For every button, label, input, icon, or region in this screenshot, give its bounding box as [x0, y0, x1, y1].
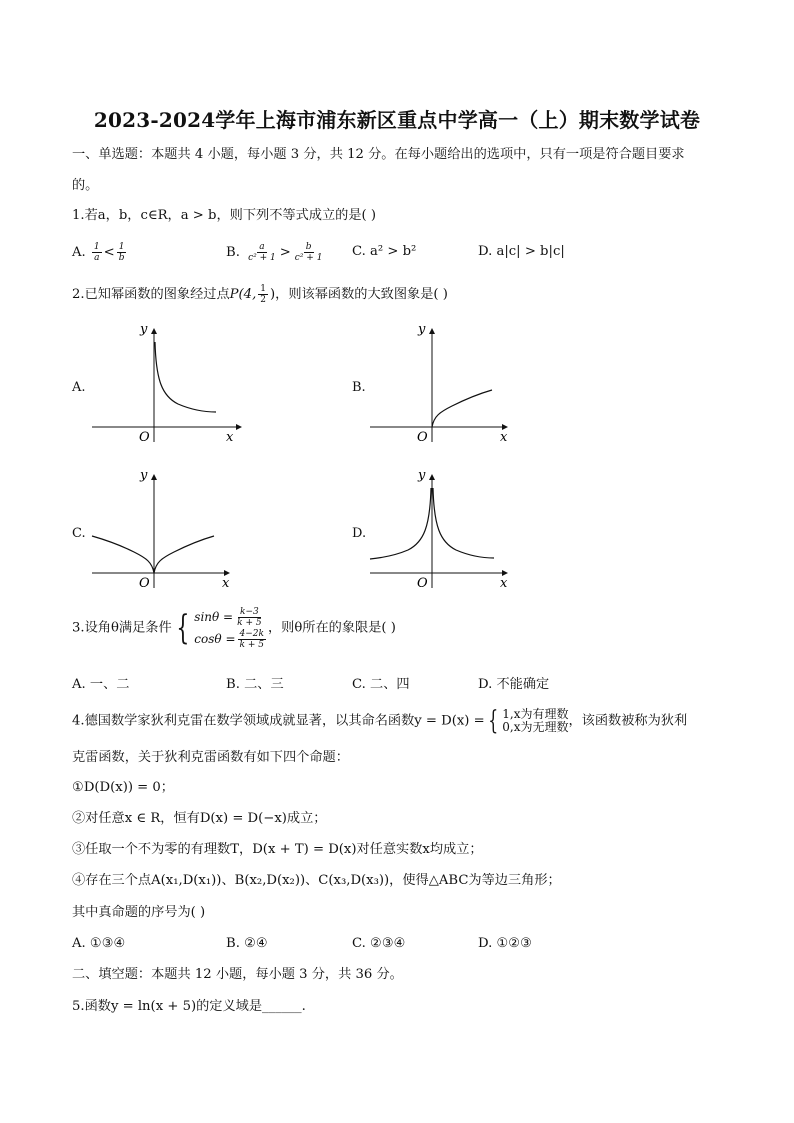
q2-point-fraction [258, 284, 268, 305]
q5-stem: 5.函数y = ln(x + 5)的定义域是______. [72, 999, 306, 1014]
fraction-numerator: k−3 [239, 607, 259, 617]
q3-sin-row [194, 606, 268, 628]
q2-graph-b [366, 320, 526, 445]
q3-condition-system [172, 606, 268, 650]
fraction-numerator: 4−2k [239, 629, 264, 639]
curve-left [92, 536, 154, 573]
y-axis-arrow [429, 328, 435, 334]
q4-proposition-1: ①D(D(x)) = 0； [72, 780, 174, 795]
y-axis-label: y [140, 322, 148, 337]
q2-graph-a [88, 320, 248, 445]
relation-symbol: < [103, 245, 115, 260]
q1-option-b [226, 242, 326, 263]
q4-proposition-3: ③任取一个不为零的有理数T，D(x + T) = D(x)对任意实数x均成立； [72, 842, 483, 857]
curve [155, 342, 216, 412]
q3-stem [72, 606, 396, 650]
y-axis-arrow [151, 474, 157, 480]
origin-label: O [417, 576, 428, 591]
q1-a-label: A. [72, 245, 86, 260]
q4-stem-text-end: ，该函数被称为狄利 [568, 713, 688, 729]
page-title: 2023-2024学年上海市浦东新区重点中学高一（上）期末数学试卷 [93, 108, 701, 132]
q4-stem-cont: 克雷函数，关于狄利克雷函数有如下四个命题： [72, 750, 349, 765]
curve [432, 390, 492, 427]
q1-a-right-fraction [117, 242, 127, 263]
q3-cos-lhs: cosθ = [194, 632, 236, 646]
q4-case-irrational: 0,x为无理数 [502, 720, 569, 734]
q1-b-left-fraction [246, 242, 278, 263]
q3-option-d: D. 不能确定 [478, 677, 550, 692]
q2-point: P(4, [229, 287, 257, 302]
q4-option-c: C. ②③④ [352, 936, 406, 951]
q3-cos-fraction [238, 629, 266, 650]
fraction-denominator: 2 [260, 295, 266, 305]
q3-sin-fraction [235, 607, 263, 628]
q3-system-rows [194, 606, 268, 650]
q2-option-d-label: D. [352, 526, 367, 541]
fraction-denominator: k + 5 [239, 640, 264, 650]
q1-b-label: B. [226, 245, 240, 260]
fraction-denominator: k + 5 [237, 618, 262, 628]
section1-heading: 一、单选题：本题共 4 小题，每小题 3 分，共 12 分。在每小题给出的选项中，只有一项是符合题目要求 [72, 147, 685, 162]
fraction-numerator: b [305, 242, 312, 252]
x-axis-label: x [222, 576, 230, 591]
q3-option-c: C. 二、四 [352, 677, 410, 692]
q2-stem-text: 2.已知幂函数的图象经过点 [72, 287, 230, 302]
q1-option-c: C. a² > b² [352, 244, 417, 259]
q2-graph-d [366, 466, 526, 591]
q1-a-left-fraction [92, 242, 102, 263]
q4-question: 其中真命题的序号为( ) [72, 905, 206, 920]
q4-option-b: B. ②④ [226, 936, 268, 951]
fraction-numerator: 1 [260, 284, 266, 294]
origin-label: O [139, 430, 150, 445]
q2-point-close: ) [270, 287, 276, 302]
q2-option-b-label: B. [352, 380, 366, 395]
section1-heading-cont: 的。 [72, 178, 99, 193]
y-axis-label: y [418, 468, 426, 483]
q2-stem-text-end: ，则该幂函数的大致图象是( ) [275, 287, 448, 302]
section2-heading: 二、填空题：本题共 12 小题，每小题 3 分，共 36 分。 [72, 967, 403, 982]
q3-option-a: A. 一、二 [72, 677, 130, 692]
fraction-numerator: 1 [93, 242, 100, 252]
x-axis-arrow [236, 424, 242, 430]
q3-cos-row [194, 628, 268, 650]
y-axis-arrow [151, 328, 157, 334]
curve-right [154, 536, 214, 573]
q4-case-rational: 1,x为有理数 [502, 707, 569, 721]
q1-stem: 1.若a，b，c∈R，a > b，则下列不等式成立的是( ) [72, 208, 376, 223]
fraction-numerator: 1 [118, 242, 125, 252]
q4-piecewise [485, 708, 569, 734]
q4-stem [72, 708, 687, 734]
q2-option-c-label: C. [72, 526, 86, 541]
q3-stem-text-end: ，则θ所在的象限是( ) [267, 620, 396, 636]
y-axis-arrow [429, 474, 435, 480]
q3-sin-lhs: sinθ = [194, 610, 234, 624]
curve-right [433, 488, 494, 558]
curve-left [370, 488, 431, 559]
q2-graph-c [88, 466, 248, 591]
q1-b-right-fraction [293, 242, 325, 263]
fraction-denominator: c² + 1 [248, 253, 276, 263]
q4-proposition-2: ②对任意x ∈ R，恒有D(x) = D(−x)成立； [72, 811, 327, 826]
q2-option-a-label: A. [72, 380, 86, 395]
x-axis-label: x [500, 430, 508, 445]
left-brace-icon: { [488, 706, 498, 736]
q4-option-d: D. ①②③ [478, 936, 532, 951]
q3-stem-text: 3.设角θ满足条件 [72, 620, 172, 636]
fraction-denominator: b [118, 253, 125, 263]
fraction-numerator: a [259, 242, 265, 252]
fraction-denominator: a [94, 253, 100, 263]
q1-option-d: D. a|c| > b|c| [478, 244, 565, 259]
q1-option-a [72, 242, 128, 263]
q2-stem [72, 284, 448, 305]
relation-symbol: > [279, 245, 291, 260]
q3-option-b: B. 二、三 [226, 677, 284, 692]
y-axis-label: y [140, 468, 148, 483]
q4-option-a: A. ①③④ [72, 936, 126, 951]
x-axis-label: x [226, 430, 234, 445]
q4-piecewise-rows [502, 708, 568, 734]
q4-stem-text: 4.德国数学家狄利克雷在数学领域成就显著，以其命名函数y = D(x) = [72, 713, 485, 729]
y-axis-label: y [418, 322, 426, 337]
x-axis-label: x [500, 576, 508, 591]
origin-label: O [139, 576, 150, 591]
fraction-denominator: c² + 1 [294, 253, 323, 263]
origin-label: O [417, 430, 428, 445]
q4-proposition-4: ④存在三个点A(x₁,D(x₁))、B(x₂,D(x₂))、C(x₃,D(x₃))，使得△ABC为等边三角形； [72, 873, 561, 888]
left-brace-icon: { [175, 608, 189, 648]
